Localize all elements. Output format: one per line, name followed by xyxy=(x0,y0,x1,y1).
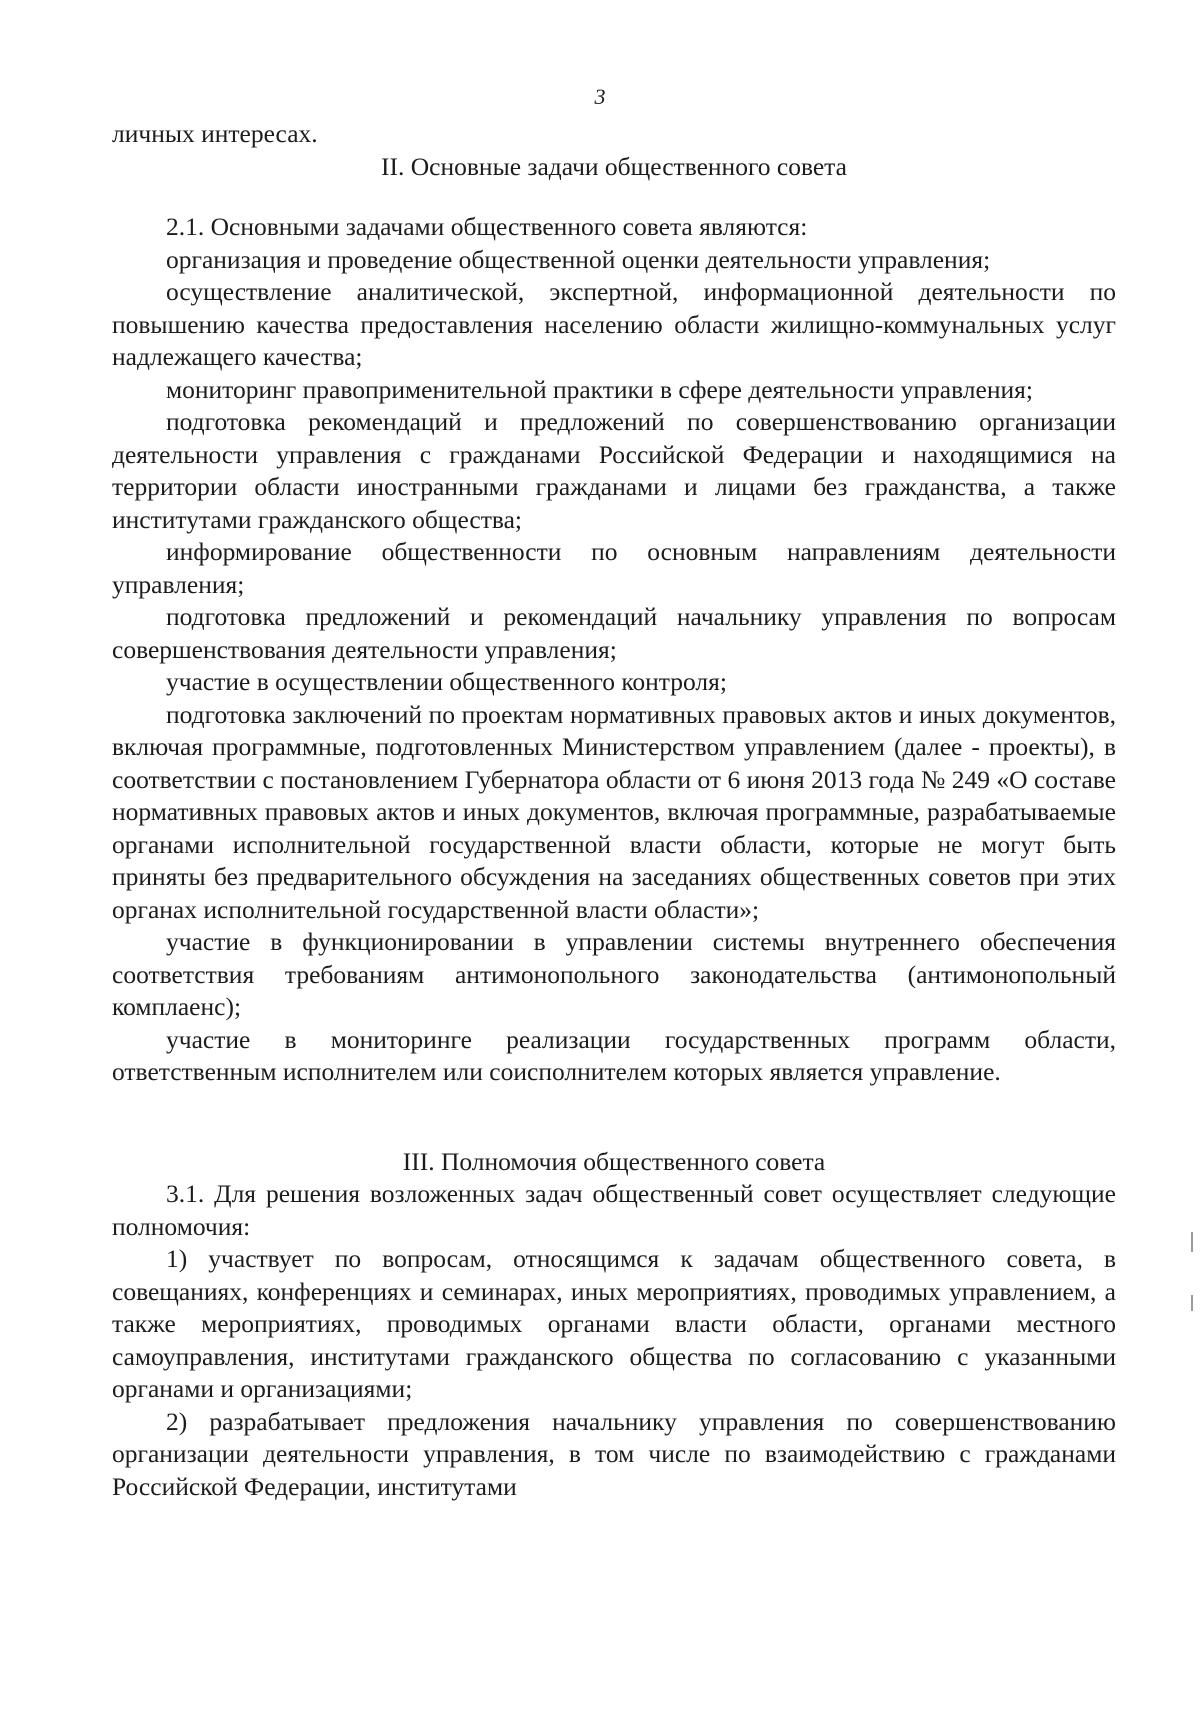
paragraph: 3.1. Для решения возложенных задач общественный совет осуществляет следующие полномочия: xyxy=(112,1179,1116,1241)
paragraph: 2.1. Основными задачами общественного совета являются: xyxy=(166,212,808,241)
scan-margin-mark xyxy=(1191,1295,1193,1311)
continuation-text: личных интересах. xyxy=(112,119,318,148)
section-3-heading: III. Полномочия общественного совета xyxy=(402,1146,826,1176)
paragraph: подготовка рекомендаций и предложений по совершенствованию организации деятельности управления с гражданами Российской Федерации и находящимися на территории области иностранными гражданами и лицами без гражданства, а также институтами гражданского общества; xyxy=(112,407,1116,534)
paragraph: 1) участвует по вопросам, относящимся к задачам общественного совета, в совещаниях, конференциях и семинарах, иных мероприятиях, проводимых управлением, а также мероприятиях, проводимых органами власти области, органами местного самоуправления, институтами гражданского общества по согласованию с указанными органами и организациями; xyxy=(112,1244,1116,1403)
section-2-body xyxy=(112,211,1116,1089)
spacer xyxy=(112,1089,1116,1146)
paragraph: организация и проведение общественной оценки деятельности управления; xyxy=(166,244,991,274)
paragraph: 2) разрабатывает предложения начальнику управления по совершенствованию организации деятельности управления, в том числе по взаимодействию с гражданами Российской Федерации, институтами xyxy=(112,1406,1116,1501)
paragraph: подготовка предложений и рекомендаций начальнику управления по вопросам совершенствования деятельности управления; xyxy=(112,602,1116,664)
paragraph: информирование общественности по основным направлениям деятельности управления; xyxy=(112,537,1116,599)
paragraph: участие в осуществлении общественного контроля; xyxy=(166,667,727,696)
paragraph: подготовка заключений по проектам нормативных правовых актов и иных документов, включая программные, подготовленных Министерством управлением (далее - проекты), в соответствии с постановлением Губернатора области от 6 июня 2013 года № 249 «О составе нормативных правовых актов и иных документов, включая программные, разрабатываемые органами исполнительной государственной власти области, которые не могут быть приняты без предварительного обсуждения на заседаниях общественных советов при этих органах исполнительной государственной власти области»; xyxy=(112,699,1116,924)
paragraph: участие в мониторинге реализации государственных программ области, ответственным исполнителем или соисполнителем которых является управление. xyxy=(112,1024,1116,1086)
section-3-body xyxy=(112,1178,1116,1503)
scan-margin-mark xyxy=(1191,1232,1193,1252)
page-number: 3 xyxy=(594,84,606,109)
paragraph: мониторинг правоприменительной практики в сфере деятельности управления; xyxy=(166,374,1033,404)
document-body xyxy=(112,118,1116,1503)
paragraph: осуществление аналитической, экспертной, информационной деятельности по повышению качества предоставления населению области жилищно-коммунальных услуг надлежащего качества; xyxy=(112,277,1116,371)
spacer xyxy=(112,183,1116,211)
paragraph: участие в функционировании в управлении системы внутреннего обеспечения соответствия требованиям антимонопольного законодательства (антимонопольный комплаенс); xyxy=(112,927,1116,1021)
section-2-heading: II. Основные задачи общественного совета xyxy=(381,151,847,181)
